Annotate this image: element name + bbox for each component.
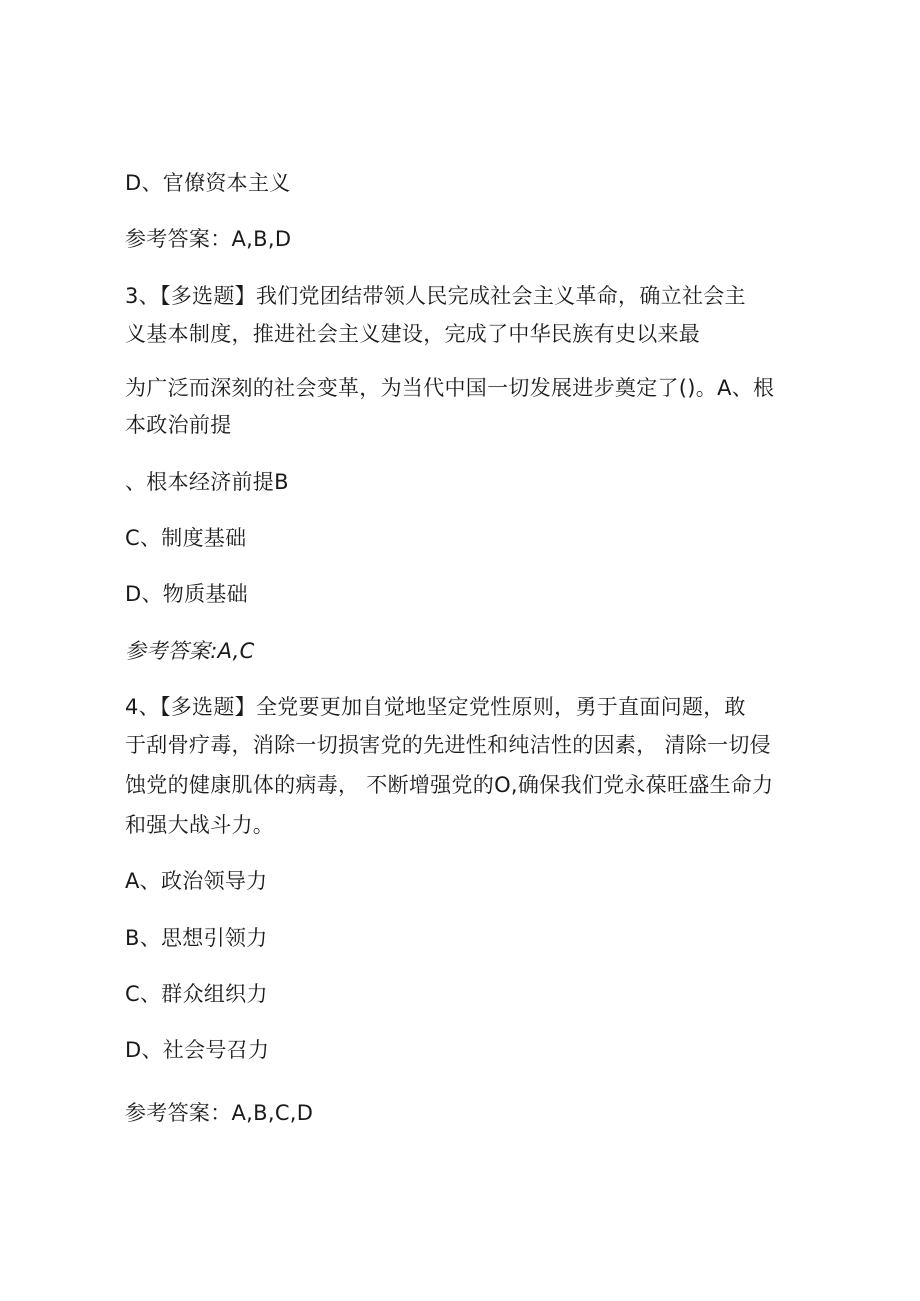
option-d-q4: D、社会号召力: [125, 1038, 270, 1062]
answer-q2: 参考答案：A,B,D: [125, 227, 292, 251]
option-a-q4: A、政治领导力: [125, 869, 268, 893]
option-c-q3: C、制度基础: [125, 526, 247, 550]
option-b-q3: 、根本经济前提B: [125, 470, 289, 494]
question-4-line-3: 蚀党的健康肌体的病毒， 不断增强党的O,确保我们党永葆旺盛生命力: [125, 773, 774, 797]
answer-q4: 参考答案：A,B,C,D: [125, 1101, 314, 1125]
option-c-q4: C、群众组织力: [125, 982, 268, 1006]
question-4-line-2: 于刮骨疗毒，消除一切损害党的先进性和纯洁性的因素， 清除一切侵: [125, 733, 771, 757]
question-3-line-2: 义基本制度，推进社会主义建设，完成了中华民族有史以来最: [125, 322, 701, 346]
question-3-line-3: 为广泛而深刻的社会变革，为当代中国一切发展进步奠定了()。A、根: [125, 376, 775, 400]
question-3-line-1: 3、【多选题】我们党团结带领人民完成社会主义革命，确立社会主: [125, 284, 746, 308]
question-4-line-4: 和强大战斗力。: [125, 813, 275, 837]
answer-q3: 参考答案:A,C: [125, 639, 255, 663]
option-b-q4: B、思想引领力: [125, 926, 268, 950]
option-d-q3: D、物质基础: [125, 582, 248, 606]
question-4-line-1: 4、【多选题】全党要更加自觉地坚定党性原则，勇于直面问题，敢: [125, 695, 746, 719]
question-3-line-4: 本政治前提: [125, 413, 232, 437]
option-d-q2: D、官僚资本主义: [125, 171, 291, 195]
